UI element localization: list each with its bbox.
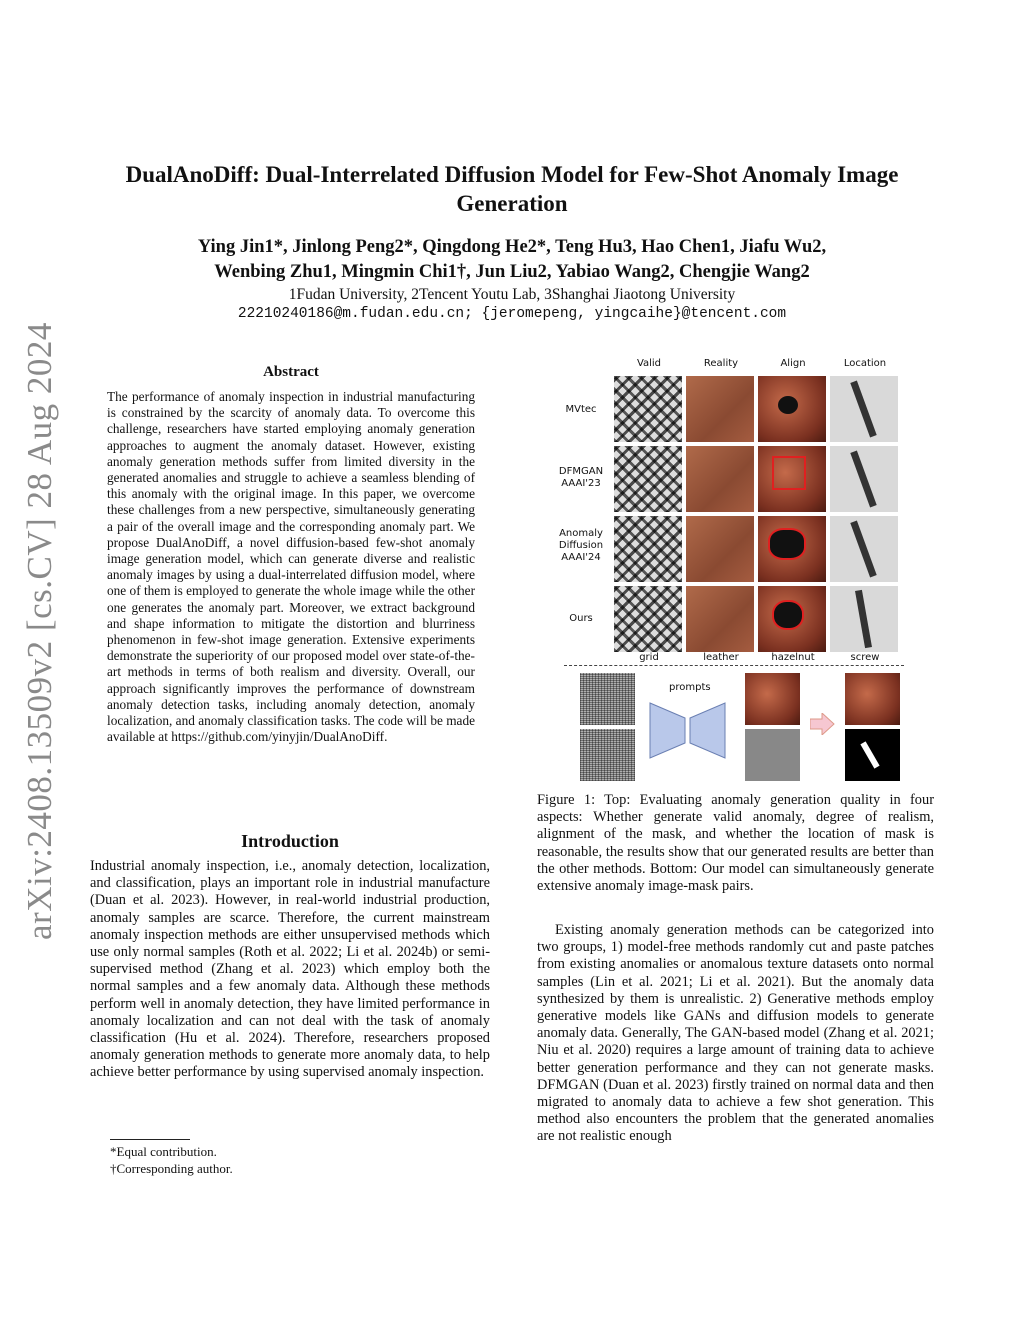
abstract-heading: Abstract: [263, 364, 319, 380]
footnote-equal: *Equal contribution.: [110, 1144, 217, 1159]
arrow-right-icon: [810, 713, 835, 735]
image-grid-dfmgan: [614, 446, 682, 512]
generated-anomaly-part: [745, 729, 800, 781]
category-leather: leather: [703, 652, 739, 663]
image-screw-ours: [830, 586, 898, 652]
noise-input-2: [580, 729, 635, 781]
image-grid-anomaly-diffusion: [614, 516, 682, 582]
figure-divider: [564, 665, 904, 666]
image-leather-mvtec: [686, 376, 754, 442]
image-leather-dfmgan: [686, 446, 754, 512]
authors-line-2: Wenbing Zhu1, Mingmin Chi1†, Jun Liu2, Yabiao Wang2, Chengjie Wang2: [214, 262, 810, 282]
image-leather-ours: [686, 586, 754, 652]
generated-hazelnut: [745, 673, 800, 725]
prompts-label: prompts: [669, 682, 711, 693]
image-screw-anomaly-diffusion: [830, 516, 898, 582]
output-image: [845, 673, 900, 725]
affiliations: 1Fudan University, 2Tencent Youtu Lab, 3Shanghai Jiaotong University: [288, 286, 736, 303]
col-header-reality: Reality: [703, 358, 739, 369]
image-screw-mvtec: [830, 376, 898, 442]
emails: 22210240186@m.fudan.edu.cn; {jeromepeng, yingcaihe}@tencent.com: [237, 306, 787, 322]
abstract-text: The performance of anomaly inspection in industrial manufacturing is constrained by the scarcity of anomaly data. To overcome this challenge, researchers have started employing anomaly generation approaches to augment the anomaly dataset. However, existing anomaly generation methods suffer from limited diversity in the generated anomalies and struggle to achieve a seamless blending of this anomaly with the original image. In this paper, we overcome these challenges from a new perspective, simultaneously generating a pair of the overall image and the corresponding anomaly part. We propose DualAnoDiff, a novel diffusion-based few-shot anomaly image generation model, which can generate diverse and realistic anomaly images by using a dual-interrelated diffusion model, where one of them is employed to generate the whole image while the other one generates the anomaly part. Moreover, we extract background and shape information to mitigate the distortion and blurriness phenomenon in few-shot image generation. Extensive experiments demonstrate the superiority of our proposed model over state-of-the-art methods in terms of both realism and diversity. Overall, our approach significantly improves the performance of downstream anomaly detection tasks, including anomaly detection, anomaly localization, and anomaly classification tasks. The code will be made available at https://github.com/yinyjin/DualAnoDiff.: [107, 389, 475, 745]
introduction-text: Industrial anomaly inspection, i.e., anomaly detection, localization, and classification, plays an important role in industrial manufacture (Duan et al. 2023). However, in real-world industrial production, anomaly samples are scarce. Therefore, the current mainstream anomaly inspection methods are either unsupervised methods which use only normal samples (Roth et al. 2022; Li et al. 2024b) or semi-supervised method (Zhang et al. 2023) which employ both the normal samples and a few anomaly data. Although these methods perform well in anomaly detection, they have limited performance in anomaly localization and can not deal with the task of anomaly classification (Hu et al. 2024). Therefore, researchers proposed anomaly generation methods to generate more anomaly data, to help achieve better performance by using supervised anomaly inspection.: [90, 858, 490, 1081]
col-header-valid: Valid: [636, 358, 662, 369]
row-header-dfmgan: DFMGAN AAAI'23: [558, 466, 604, 489]
image-hazelnut-dfmgan: [758, 446, 826, 512]
output-mask: [845, 729, 900, 781]
image-grid-ours: [614, 586, 682, 652]
footnote-corresponding: †Corresponding author.: [110, 1161, 233, 1176]
image-hazelnut-ours: [758, 586, 826, 652]
introduction-heading: Introduction: [241, 831, 339, 851]
footnote-rule: [110, 1139, 190, 1140]
related-work-text: Existing anomaly generation methods can be categorized into two groups, 1) model-free methods randomly cut and paste patches from existing anomalies or anomalous texture datasets onto normal samples (Lin et al. 2021; Li et al. 2021). But the anomaly data synthesized by them is unrealistic. 2) Generative methods employ generative models like GANs and diffusion models to generate anomaly data. Generally, The GAN-based model (Zhang et al. 2021; Niu et al. 2020) requires a large amount of training data to achieve better generation performance and they can not generate masks. DFMGAN (Duan et al. 2023) firstly trained on normal data and then migrated to anomaly data to achieve a few shot generation. This method also encounters the problem that the generated anomalies are not realistic enough: [537, 922, 934, 1145]
figure-1: [550, 358, 935, 788]
image-grid-mvtec: [614, 376, 682, 442]
row-header-mvtec: MVtec: [565, 404, 597, 415]
noise-input-1: [580, 673, 635, 725]
image-leather-anomaly-diffusion: [686, 516, 754, 582]
col-header-location: Location: [843, 358, 887, 369]
figure-caption: Figure 1: Top: Evaluating anomaly generation quality in four aspects: Whether generate valid anomaly, degree of realism, alignment of the mask, and whether the location of mask is reasonable, the results show that our generated results are better than the other methods. Bottom: Our model can simultaneously generate extensive anomaly image-mask pairs.: [537, 792, 934, 895]
paper-title: DualAnoDiff: Dual-Interrelated Diffusion Model for Few-Shot Anomaly Image Generation: [125, 162, 899, 216]
authors-line-1: Ying Jin1*, Jinlong Peng2*, Qingdong He2*, Teng Hu3, Hao Chen1, Jiafu Wu2,: [197, 237, 827, 257]
arxiv-identifier: arXiv:2408.13509v2 [cs.CV] 28 Aug 2024: [20, 322, 59, 940]
image-screw-dfmgan: [830, 446, 898, 512]
category-grid: grid: [639, 652, 659, 663]
row-header-anomaly-diffusion: Anomaly Diffusion AAAI'24: [558, 528, 604, 563]
category-hazelnut: hazelnut: [771, 652, 815, 663]
category-screw: screw: [850, 652, 880, 663]
diffusion-model-icon: [645, 698, 745, 763]
image-hazelnut-mvtec: [758, 376, 826, 442]
row-header-ours: Ours: [569, 613, 593, 624]
image-hazelnut-anomaly-diffusion: [758, 516, 826, 582]
col-header-align: Align: [780, 358, 806, 369]
